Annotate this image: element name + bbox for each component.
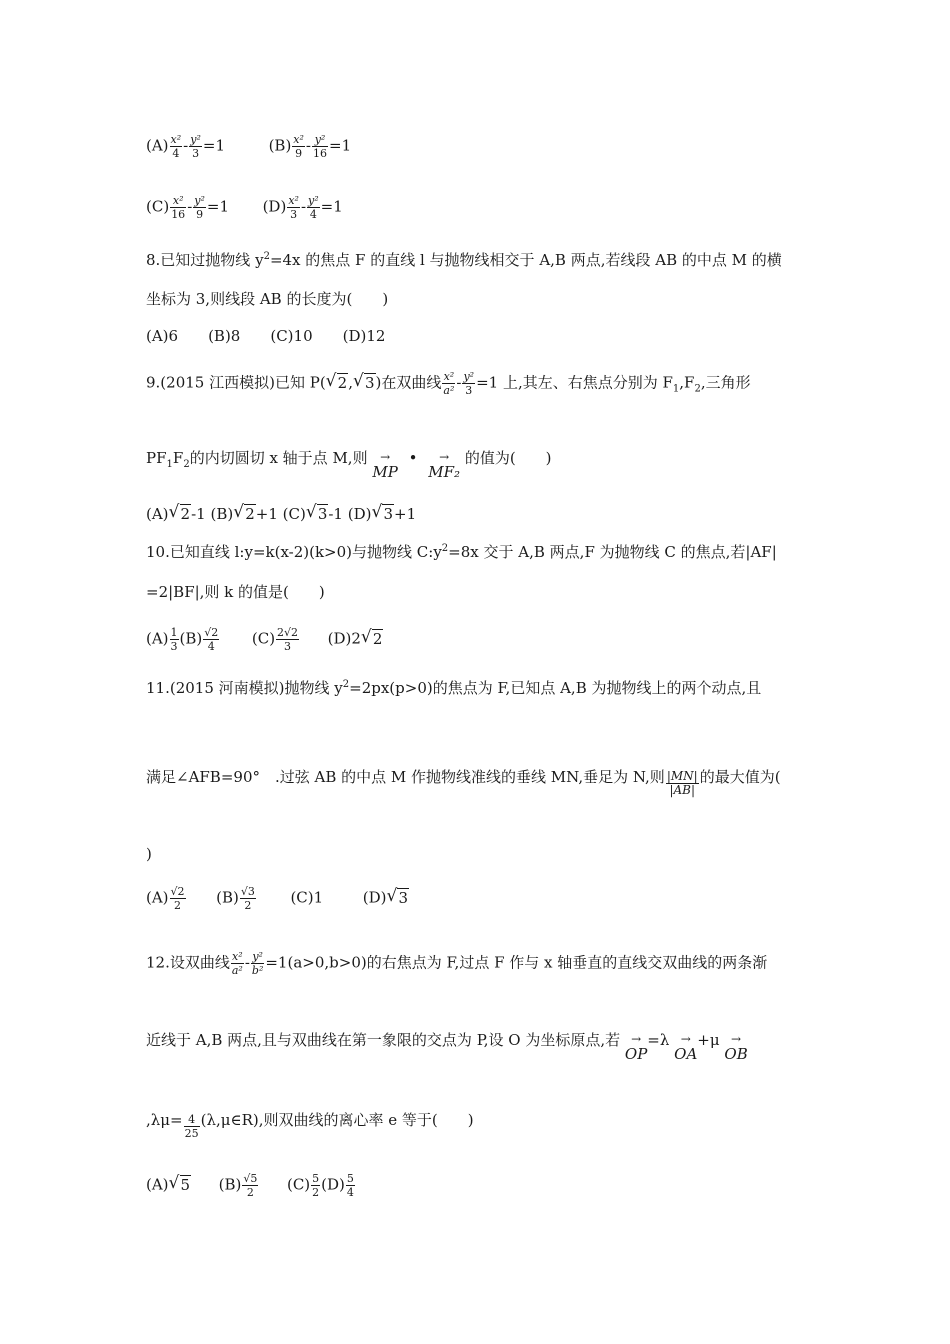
q12-options: (A)√ 5 (B) $\frac{√5}{2}$ (C) $\frac{5}{2}$ (D) $\frac{5}{4}$ [146,1172,356,1199]
fraction: $\frac{√2}{4}$ [204,626,219,653]
fraction: $\frac{\text{y²}}{3}$ [190,133,201,160]
option-label: (B) [268,136,292,155]
vector-mp: → MP [372,450,398,481]
q10-stem-line1: 10.已知直线 l:y=k(x-2)(k>0)与抛物线 $C:y^2=8x$ 交于 A,B 两点,F 为抛物线 C 的焦点,若|AF| [146,543,777,561]
sqrt: √ 2 [327,373,349,393]
fraction: $\frac{1}{3}$ [170,626,178,653]
sqrt: √ 3 [387,888,409,908]
sqrt: √ 3 [307,504,329,524]
q11-options: (A) $\frac{√2}{2}$ (B) $\frac{√3}{2}$ (C)1 (D)√ 3 [146,885,409,912]
q9-options: (A)√ 2-1 (B)√ 2+1 (C)√ 3-1 (D)√ 3+1 [146,504,416,524]
vector-mf2: → MF₂ [428,450,461,481]
q7-options-row1: (A) $\frac{\text{x²}}{4}$ - $\frac{\text{y²}}{3}$ =1 (B) $\frac{\text{x²}}{9}$ - $\frac{\text{y²}}{16}$ =1 [146,133,352,160]
fraction-mn-ab: $\frac{|MN|}{|AB|}$ [666,769,698,797]
vector-oa: → OA [674,1032,698,1063]
fraction: $\frac{4}{25}$ [184,1113,199,1140]
fraction: $\frac{\text{y²}}{\text{b²}}$ [251,950,264,977]
q12-stem-line3: ,λμ= $\frac{4}{25}$ (λ,μ∈R),则双曲线的离心率 e 等于( ) [146,1111,474,1140]
vector-op: → OP [624,1032,648,1063]
fraction: $\frac{5}{2}$ [312,1172,320,1199]
vector-ob: → OB [724,1032,748,1063]
option-label: (A) [146,136,169,155]
q7-options-row2: (C) $\frac{\text{x²}}{16}$ - $\frac{\text{y²}}{9}$ =1 (D) $\frac{\text{x²}}{3}$ - $\frac{\text{y²}}{4}$ =1 [146,194,343,221]
fraction: $\frac{\text{x²}}{\text{a²}}$ [443,370,455,397]
q8-stem-line2: 坐标为 3,则线段 AB 的长度为( ) [146,290,389,308]
fraction: $\frac{√3}{2}$ [240,885,255,912]
fraction: $\frac{\text{y²}}{16}$ [313,133,327,160]
fraction: $\frac{\text{y²}}{4}$ [308,194,319,221]
sqrt: √ 2 [170,504,192,524]
fraction: $\frac{\text{x²}}{\text{a²}}$ [231,950,243,977]
fraction: $\frac{\text{x²}}{3}$ [288,194,299,221]
fraction: $\frac{2√2}{3}$ [277,626,299,653]
option-label: (D) [262,197,287,216]
fraction: $\frac{\text{x²}}{4}$ [170,133,182,160]
q10-stem-line2: =2|BF|,则 k 的值是( ) [146,583,325,601]
q12-stem-line2: 近线于 A,B 两点,且与双曲线在第一象限的交点为 P,设 O 为坐标原点,若 → OP=λ → OA+μ → OB [146,1031,748,1063]
q11-stem-line2: 满足∠AFB=90° .过弦 AB 的中点 M 作抛物线准线的垂线 MN,垂足为 N,则 $\frac{|MN|}{|AB|}$ 的最大值为( [146,768,781,797]
q9-stem-line2: $PF_1F_2$的内切圆切 x 轴于点 M,则 → MP • → MF₂ 的值为( ) [146,449,552,481]
sqrt: √ 5 [170,1175,192,1195]
fraction: $\frac{\text{y²}}{3}$ [463,370,475,397]
sqrt: √ 3 [372,504,394,524]
fraction: $\frac{\text{x²}}{9}$ [293,133,304,160]
fraction: $\frac{√5}{2}$ [243,1172,258,1199]
q8-stem-line1: 8.已知过抛物线 $y^2=4x$ 的焦点 F 的直线 l 与抛物线相交于 A,B 两点,若线段 AB 的中点 M 的横 [146,251,782,269]
q11-stem-line3: ) [146,845,152,863]
sqrt: √ 2 [234,504,256,524]
q12-stem-line1: 12.设双曲线 $\frac{\text{x²}}{\text{a²}}$ - $\frac{\text{y²}}{\text{b²}}$ =1(a>0,b>0)的右焦点为 F,过点 F 作与 x 轴垂直的直线交双曲线的两条渐 [146,950,768,977]
q10-options: (A) $\frac{1}{3}$ (B) $\frac{√2}{4}$ (C) $\frac{2√2}{3}$ (D)2√ 2 [146,626,383,653]
fraction: $\frac{\text{x²}}{16}$ [171,194,186,221]
q11-stem-line1: 11.(2015 河南模拟)抛物线 $y^2=2px(p>0)$的焦点为 F,已知点 A,B 为抛物线上的两个动点,且 [146,679,762,697]
fraction: $\frac{5}{4}$ [346,1172,354,1199]
sqrt: √ 3 [354,373,376,393]
fraction: $\frac{√2}{2}$ [170,885,185,912]
q9-stem-line1: 9.(2015 江西模拟)已知 P(√ 2,√ 3)在双曲线 $\frac{\text{x²}}{\text{a²}}$ - $\frac{\text{y²}}{3}$ =1 上,其左、右焦点分别为 $F_1,F_2$,三角形 [146,370,751,397]
option-label: (C) [146,197,170,216]
q8-options: (A)6 (B)8 (C)10 (D)12 [146,327,386,345]
fraction: $\frac{\text{y²}}{9}$ [194,194,205,221]
sqrt: √ 2 [362,629,384,649]
